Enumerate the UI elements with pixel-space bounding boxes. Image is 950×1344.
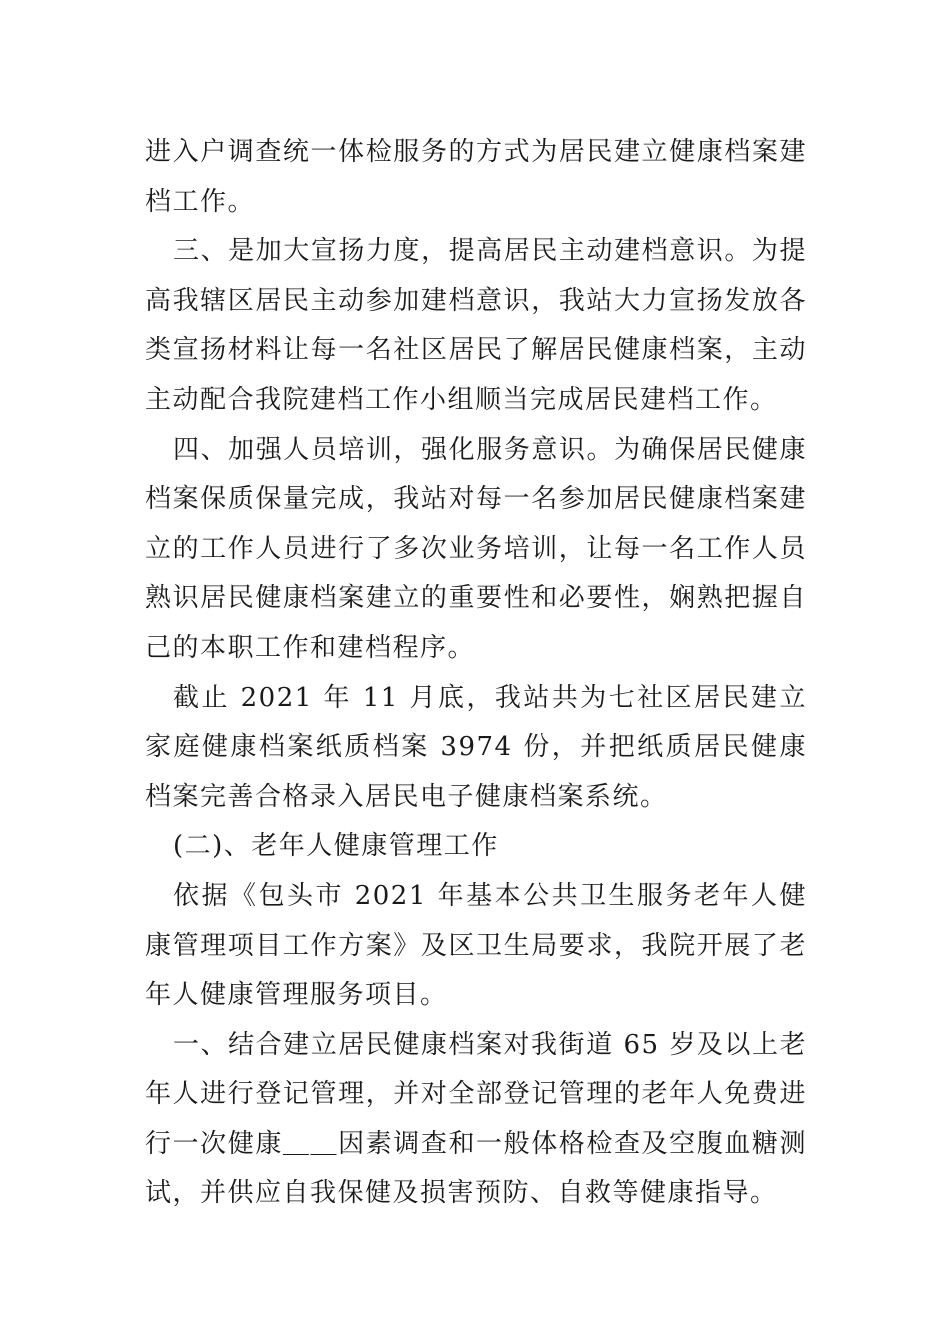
- paragraph-summary: 截止 2021 年 11 月底，我站共为七社区居民建立家庭健康档案纸质档案 3974 份，并把纸质居民健康档案完善合格录入居民电子健康档案系统。: [145, 682, 807, 812]
- paragraph-item-four: 四、加强人员培训，强化服务意识。为确保居民健康档案保质保量完成，我站对每一名参加居民健康档案建立的工作人员进行了多次业务培训，让每一名工作人员熟识居民健康档案建立的重要性和必要性，娴熟把握自己的本职工作和建档程序。: [145, 434, 807, 663]
- section-heading: (二)、老年人健康管理工作: [173, 831, 499, 862]
- paragraph-basis: 依据《包头市 2021 年基本公共卫生服务老年人健康管理项目工作方案》及区卫生局要求，我院开展了老年人健康管理服务项目。: [145, 880, 807, 1011]
- paragraph-continuation: 进入户调查统一体检服务的方式为居民建立健康档案建档工作。: [145, 137, 807, 217]
- paragraph-item-three: 三、是加大宣扬力度，提高居民主动建档意识。为提高我辖区居民主动参加建档意识，我站大力宣扬发放各类宣扬材料让每一名社区居民了解居民健康档案，主动主动配合我院建档工作小组顺当完成居民建档工作。: [145, 236, 807, 415]
- paragraph-item-one: 一、结合建立居民健康档案对我街道 65 岁及以上老年人进行登记管理，并对全部登记管理的老年人免费进行一次健康＿＿因素调查和一般体格检查及空腹血糖测试，并供应自我保健及损害预防、自救等健康指导。: [145, 1029, 807, 1209]
- document-body: [145, 128, 807, 1219]
